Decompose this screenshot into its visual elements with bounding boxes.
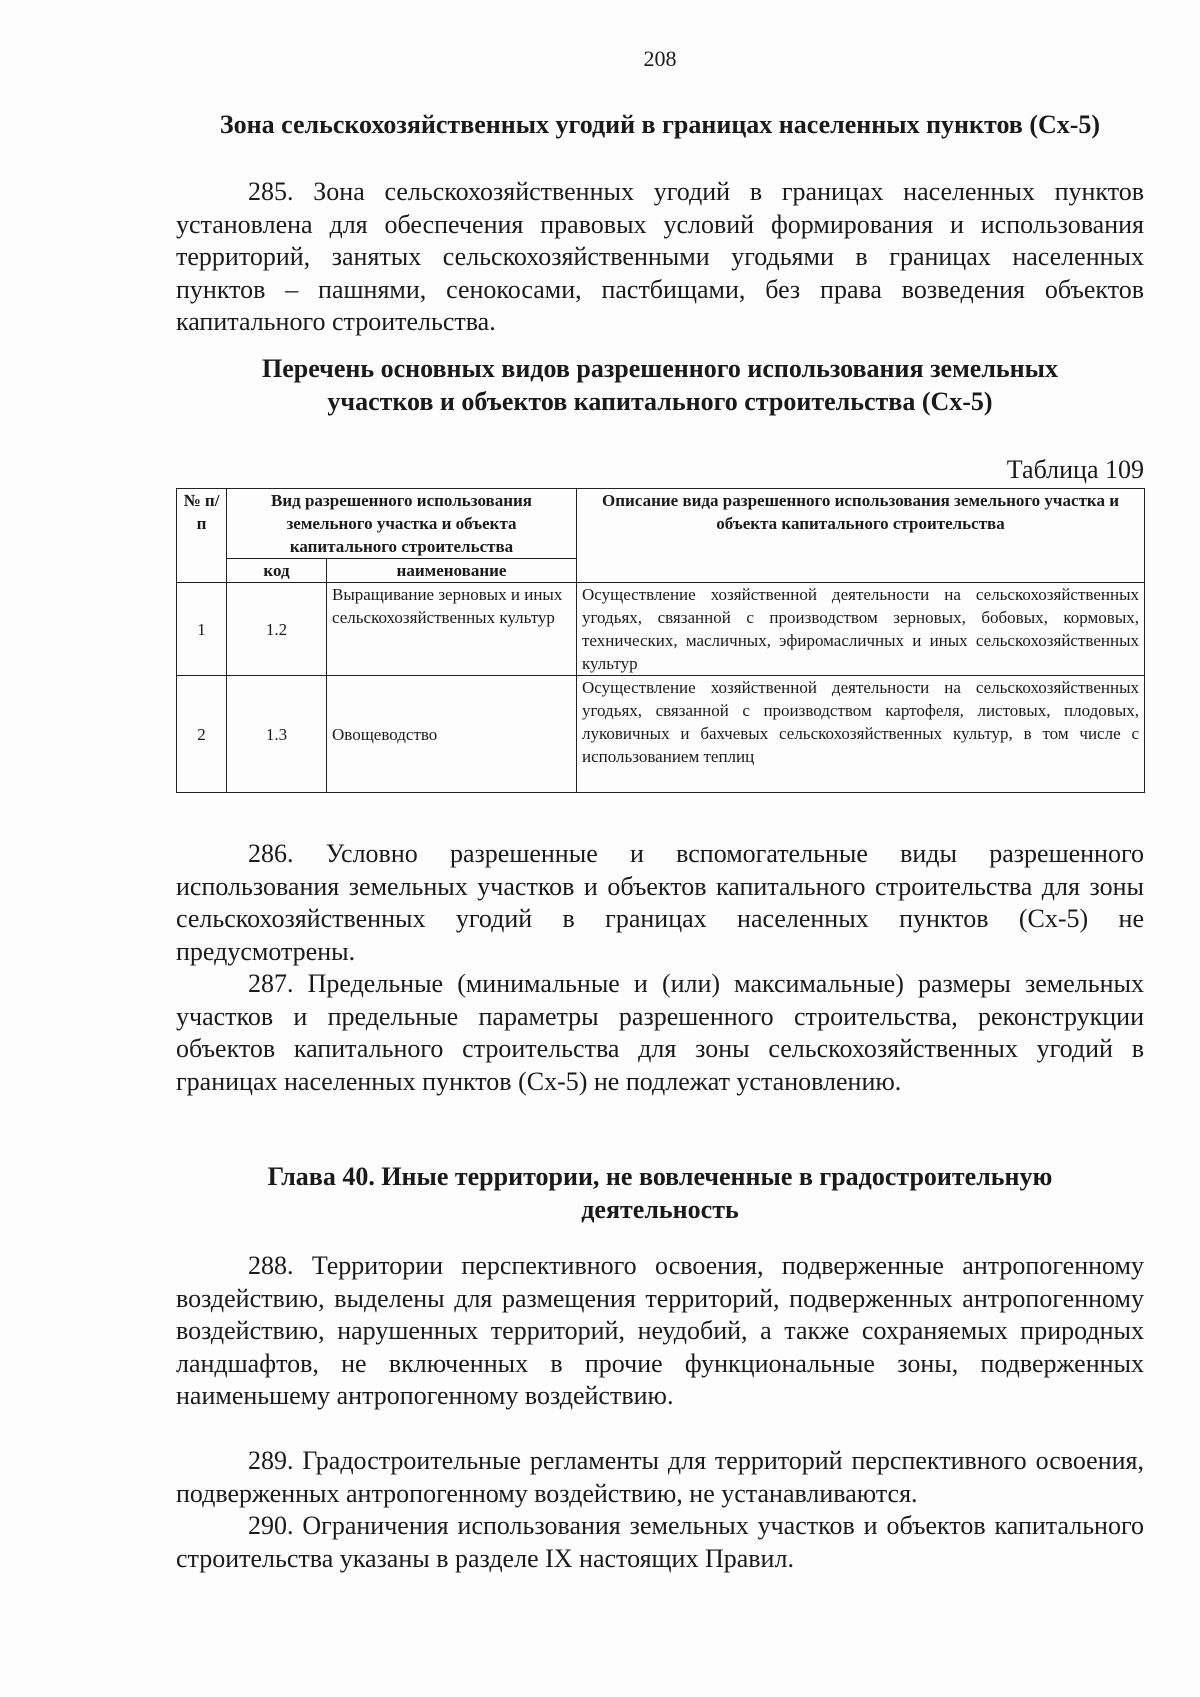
header-name: наименование <box>327 559 577 583</box>
row-description: Осуществление хозяйственной деятельности на сельскохозяйственных угодьях, связанной с производством картофеля, листовых, плодовых, луковичных и бахчевых сельскохозяйственных культур, в том числе с использованием теплиц <box>577 676 1145 793</box>
list-title-line-2: участков и объектов капитального строительства (Сх-5) <box>327 387 993 416</box>
paragraph-286: 286. Условно разрешенные и вспомогательные виды разрешенного использования земельных участков и объектов капитального строительства для зоны сельскохозяйственных угодий в границах населенных пунктов (Сх-5) не предусмотрены. <box>176 839 1144 966</box>
row-name: Выращивание зерновых и иных сельскохозяйственных культур <box>327 583 577 676</box>
header-use-kind: Вид разрешенного использования земельного участка и объекта капитального строительства <box>227 489 577 559</box>
row-code: 1.2 <box>227 583 327 676</box>
page-number: 208 <box>643 46 677 71</box>
table-row <box>177 676 1145 793</box>
chapter-title-line-2: деятельность <box>581 1195 739 1224</box>
permitted-use-table <box>176 488 1145 793</box>
table-caption: Таблица 109 <box>1006 455 1144 484</box>
table-row <box>177 583 1145 676</box>
row-number: 2 <box>177 676 227 793</box>
row-code: 1.3 <box>227 676 327 793</box>
list-title-line-1: Перечень основных видов разрешенного использования земельных <box>262 354 1058 383</box>
row-name: Овощеводство <box>327 676 577 793</box>
header-number: № п/п <box>177 489 227 583</box>
chapter-title <box>176 1160 1144 1226</box>
header-code: код <box>227 559 327 583</box>
paragraph-287: 287. Предельные (минимальные и (или) максимальные) размеры земельных участков и предельные параметры разрешенного строительства, реконструкции объектов капитального строительства для зоны сельскохозяйственных угодий в границах населенных пунктов (Сх-5) не подлежат установлению. <box>176 969 1144 1096</box>
list-title <box>176 352 1144 418</box>
chapter-title-line-1: Глава 40. Иные территории, не вовлеченные в градостроительную <box>267 1162 1053 1191</box>
paragraph-289: 289. Градостроительные регламенты для территорий перспективного освоения, подверженных антропогенному воздействию, не устанавливаются. <box>176 1446 1144 1508</box>
header-description: Описание вида разрешенного использования земельного участка и объекта капитального строительства <box>577 489 1145 583</box>
paragraph-285: 285. Зона сельскохозяйственных угодий в границах населенных пунктов установлена для обеспечения правовых условий формирования и использования территорий, занятых сельскохозяйственными угодьями в границах населенных пунктов – пашнями, сенокосами, пастбищами, без права возведения объектов капитального строительства. <box>176 177 1144 336</box>
table-header-row <box>177 489 1145 559</box>
paragraph-288: 288. Территории перспективного освоения, подверженные антропогенному воздействию, выделены для размещения территорий, подверженных антропогенному воздействию, нарушенных территорий, неудобий, а также сохраняемых природных ландшафтов, не включенных в прочие функциональные зоны, подверженных наименьшему антропогенному воздействию. <box>176 1251 1144 1410</box>
paragraph-290: 290. Ограничения использования земельных участков и объектов капитального строительства указаны в разделе IX настоящих Правил. <box>176 1511 1144 1573</box>
zone-title: Зона сельскохозяйственных угодий в границах населенных пунктов (Сх-5) <box>219 110 1101 139</box>
row-number: 1 <box>177 583 227 676</box>
row-description: Осуществление хозяйственной деятельности на сельскохозяйственных угодьях, связанной с производством зерновых, бобовых, кормовых, технических, масличных, эфиромасличных и иных сельскохозяйственных культур <box>577 583 1145 676</box>
